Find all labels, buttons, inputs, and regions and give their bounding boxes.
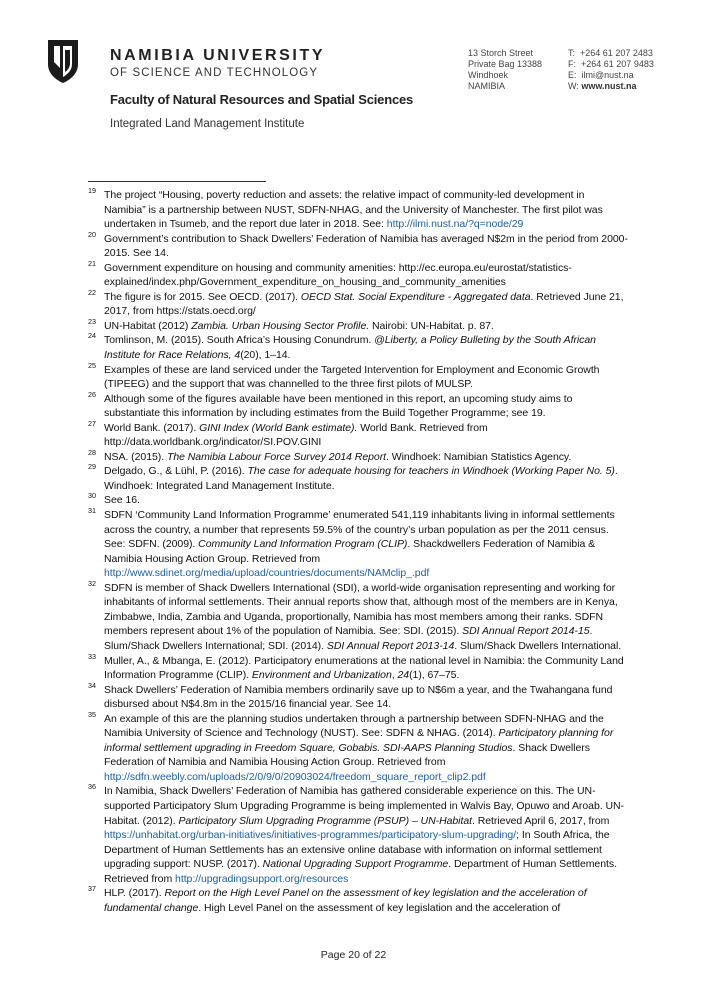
university-shield-logo <box>46 38 80 84</box>
citation-title: GINI Index (World Bank estimate). <box>199 421 358 434</box>
footnote-text-segment: Although some of the figures available have been mentioned in this report, an upcoming study aims to substantiate this information by including estimates from the Build Together Programme; see 19. <box>104 392 573 420</box>
footnote <box>88 333 628 362</box>
footnote-text-segment: . Retrieved June 21, 2017, from https://stats.oecd.org/ <box>104 290 624 318</box>
faculty-name: Faculty of Natural Resources and Spatial Sciences <box>110 92 414 107</box>
footnote <box>88 709 628 785</box>
footnote <box>88 447 628 465</box>
footnote-text <box>104 683 628 712</box>
footnote <box>88 188 628 232</box>
footnote-text <box>104 508 628 581</box>
footnote-text-segment: . Shackdwellers Federation of Namibia & Namibia Housing Action Group. Retrieved from <box>104 538 596 565</box>
footnote-text <box>104 450 628 465</box>
footnote <box>88 508 628 581</box>
institute-name: Integrated Land Management Institute <box>110 118 305 130</box>
citation-title: Environment and Urbanization <box>251 669 392 682</box>
footnote-text-segment: Tomlinson, M. (2015). South Africa’s Housing Conundrum. <box>104 334 375 347</box>
footnote <box>88 784 628 886</box>
footnote-text-segment: , <box>391 669 398 682</box>
address-line: NAMIBIA <box>468 81 506 91</box>
footnote-text-segment: The figure is for 2015. See OECD. (2017). <box>104 290 301 303</box>
address-line: Windhoek <box>468 70 509 80</box>
citation-title: Participatory planning for informal settlement upgrading in Freedom Square, Gobabis. SDI-AAPS Planning Studios <box>104 727 614 754</box>
footnote-text <box>104 493 628 508</box>
footnote-text-segment: An example of this are the planning studios undertaken through a partnership between SDFN-NHAG and the Namibia University of Science and Technology (NUST). See: SDFN & NHAG. (2014). <box>104 712 604 740</box>
footnote-text-segment: The project “Housing, poverty reduction and assets: the relative impact of community-led development in Namibia” is a partnership between NUST, SDFN-NHAG, and the University of Manchester. The first pilot was undertaken in Tsumeb, and the report due later in 2018. See: <box>104 189 603 231</box>
university-subtitle: OF SCIENCE AND TECHNOLOGY <box>110 67 319 79</box>
footnote-text <box>104 421 628 450</box>
footnote-text <box>104 464 628 493</box>
footnote-separator <box>88 181 266 182</box>
footnote <box>88 464 628 493</box>
contact-fax <box>568 59 654 70</box>
footnote-number: 33 <box>88 651 96 661</box>
footnote-number: 25 <box>88 360 96 370</box>
footnote-text-segment: Delgado, G., & Lühl, P. (2016). <box>104 465 248 478</box>
contact-email <box>568 70 654 81</box>
footnote-number: 31 <box>88 506 96 516</box>
reference-link[interactable]: http://sdfn.weebly.com/uploads/2/0/9/0/20903024/freedom_square_report_clip2.pdf <box>104 770 486 783</box>
contact-label: E: <box>568 70 577 80</box>
citation-title: 24 <box>397 669 410 682</box>
footnote-number: 24 <box>88 331 96 341</box>
footnote-text <box>104 290 628 319</box>
footnote <box>88 418 628 450</box>
citation-title: Participatory Slum Upgrading Programme (PSUP) – UN-Habitat <box>178 814 472 827</box>
footnote-text-segment: Nairobi: UN-Habitat. p. 87. <box>369 319 494 332</box>
footnote-number: 26 <box>88 389 96 399</box>
university-name: NAMIBIA UNIVERSITY <box>110 47 326 64</box>
footnote-text-segment: SDFN is member of Shack Dwellers International (SDI), a world-wide organisation representing and working for inhabitants of informal settlements. Their annual reports show that, although most of the members are in Kenya, Zimbabwe, India, Zambia and Uganda, proportionally, Namibia has most members among their ranks. SDFN members represent about 1% of the population of Namibia. See: SDI. (2015). <box>104 581 618 638</box>
footnote-text <box>104 333 628 362</box>
address-line: 13 Storch Street <box>468 48 534 58</box>
contact-details <box>568 48 654 92</box>
citation-title: @Liberty, a Policy Bulleting by the South African Institute for Race Relations, 4 <box>104 334 596 362</box>
footnote-text-segment: UN-Habitat (2012) <box>104 319 192 332</box>
footnote-text-segment: . Slum/Shack Dwellers International. <box>454 639 622 652</box>
postal-address <box>468 48 542 92</box>
footnote-number: 35 <box>88 709 96 719</box>
footnote-number: 29 <box>88 462 96 472</box>
reference-link[interactable]: http://upgradingsupport.org/resources <box>175 872 349 885</box>
footnote-text-segment: (20), 1–14. <box>240 349 291 362</box>
footnote <box>88 229 628 261</box>
footnote-number: 32 <box>88 578 96 588</box>
footnote-text <box>104 392 628 421</box>
footnote-text-segment: Shack Dwellers’ Federation of Namibia members ordinarily save up to N$6m a year, and the Twahangana fund disbursed about N$4.8m in the 2015/16 financial year. See 14. <box>104 683 613 711</box>
page-number: Page 20 of 22 <box>320 949 387 961</box>
footnote-number: 28 <box>88 447 96 457</box>
footnote-text <box>104 784 628 886</box>
footnote-text-segment: See 16. <box>104 494 140 507</box>
footnote-text-segment: World Bank. Retrieved from http://data.worldbank.org/indicator/SI.POV.GINI <box>104 421 488 449</box>
footnote-text-segment: . Department of Human Settlements. Retrieved from <box>104 858 617 885</box>
footnote-text-segment: . Windhoek: Integrated Land Management Institute. <box>104 465 618 492</box>
footnote <box>88 578 628 654</box>
footnote <box>88 316 628 334</box>
citation-title: National Upgrading Support Programme <box>262 858 449 871</box>
reference-link[interactable]: http://ilmi.nust.na/?q=node/29 <box>386 218 524 231</box>
footnote-text-segment: (1), 67–75. <box>409 669 460 682</box>
footnote-text-segment: Government’s contribution to Shack Dwellers’ Federation of Namibia has averaged N$2m in the period from 2000-2015. See 14. <box>104 232 628 260</box>
footnote-text-segment: HLP. (2017). <box>104 887 165 900</box>
footnote-text-segment: . Retrieved April 6, 2017, from <box>472 814 610 827</box>
footnote <box>88 651 628 683</box>
footnote <box>88 360 628 392</box>
contact-phone <box>568 48 654 59</box>
address-line: Private Bag 13388 <box>468 59 543 69</box>
footnote-number: 30 <box>88 491 96 501</box>
citation-title: The Namibia Labour Force Survey 2014 Report <box>166 450 387 463</box>
footnote-text-segment: NSA. (2015). <box>104 450 167 463</box>
citation-title: OECD Stat. Social Expenditure - Aggregated data <box>300 290 531 303</box>
footnote-text <box>104 712 628 785</box>
footnote-text <box>104 188 628 232</box>
citation-title: SDI Annual Report 2013-14 <box>326 639 455 652</box>
footnote <box>88 493 628 508</box>
footnote-text-segment: . Shack Dwellers Federation of Namibia and Namibia Housing Action Group. Retrieved from <box>104 741 590 769</box>
footnote-text-segment: Muller, A., & Mbanga, E. (2012). Participatory enumerations at the national level in Namibia: the Community Land Information Programme (CLIP). <box>104 654 624 682</box>
footnote-text <box>104 654 628 683</box>
footnote-text <box>104 581 628 654</box>
citation-title: Report on the High Level Panel on the assessment of key legislation and the acceleration of fundamental change <box>104 887 587 914</box>
footnote-text-segment: . Slum/Shack Dwellers International; SDI. (2014). <box>104 625 593 652</box>
reference-link[interactable]: http://www.sdinet.org/media/upload/countries/documents/NAMclip_.pdf <box>104 567 430 580</box>
footnote-number: 23 <box>88 316 96 326</box>
citation-title: Community Land Information Program (CLIP) <box>198 538 408 551</box>
footnote-number: 22 <box>88 287 96 297</box>
footnote-number: 19 <box>88 186 96 195</box>
footnotes-list <box>88 188 628 915</box>
citation-title: SDI Annual Report 2014-15 <box>462 625 590 638</box>
contact-label: T: <box>568 48 576 58</box>
footnote-text <box>104 319 628 334</box>
footnote-text-segment: SDFN ‘Community Land Information Programme’ enumerated 541,119 inhabitants living in informal settlements across the country, a number that represents 59.5% of the country’s urban population as per the 2011 census. See: SDFN. (2009). <box>104 509 615 551</box>
footnote-text-segment: Examples of these are land serviced under the Targeted Intervention for Employment and Economic Growth (TIPEEG) and the support that was channelled to the three first pilots of MULSP. <box>104 363 600 391</box>
footnote-text <box>104 232 628 261</box>
citation-title: Zambia. Urban Housing Sector Profile. <box>191 319 370 332</box>
footnote-number: 36 <box>88 782 96 792</box>
reference-link[interactable]: https://unhabitat.org/urban-initiatives/initiatives-programmes/participatory-slum-upgrading/ <box>104 829 517 842</box>
footnote-text-segment: Government expenditure on housing and community amenities: http://ec.europa.eu/eurostat/statistics-explained/index.php/Government_expenditure_on_housing_and_community_amenities <box>104 261 572 289</box>
footnote-text <box>104 261 628 290</box>
footnote-text <box>104 363 628 392</box>
footnote-number: 20 <box>88 229 96 239</box>
footnote-text-segment: ; In South Africa, the Department of Human Settlements has an extensive online database with information on informal settlement upgrading support: NUSP. (2017). <box>104 829 610 871</box>
footnote <box>88 389 628 421</box>
footnote-text-segment: . Windhoek: Namibian Statistics Agency. <box>386 450 572 463</box>
contact-value[interactable]: ilmi@nust.na <box>581 70 634 80</box>
contact-label: W: <box>568 81 579 91</box>
contact-website <box>568 81 654 92</box>
footnote <box>88 258 628 290</box>
footnote-number: 34 <box>88 680 96 690</box>
footnote <box>88 287 628 319</box>
citation-title: The case for adequate housing for teachers in Windhoek (Working Paper No. 5) <box>247 465 615 478</box>
footnote-number: 21 <box>88 258 96 268</box>
footnote-text-segment: World Bank. (2017). <box>104 421 200 434</box>
contact-value: +264 61 207 2483 <box>580 48 653 58</box>
footnote-number: 27 <box>88 418 96 428</box>
contact-label: F: <box>568 59 576 69</box>
footnote <box>88 886 628 915</box>
footnote-number: 37 <box>88 884 96 894</box>
footnote-text-segment: In Namibia, Shack Dwellers’ Federation of Namibia has gathered considerable experience on this. The UN-supported Participatory Slum Upgrading Programme is being implemented in Walvis Bay, Opuwo and Aroab. UN-Habitat. (2012). <box>104 785 624 827</box>
footnote-text <box>104 886 628 915</box>
footnote-text-segment: . High Level Panel on the assessment of key legislation and the acceleration of <box>198 901 561 914</box>
contact-value[interactable]: www.nust.na <box>581 81 637 91</box>
footnote <box>88 680 628 712</box>
contact-value: +264 61 207 9483 <box>581 59 654 69</box>
